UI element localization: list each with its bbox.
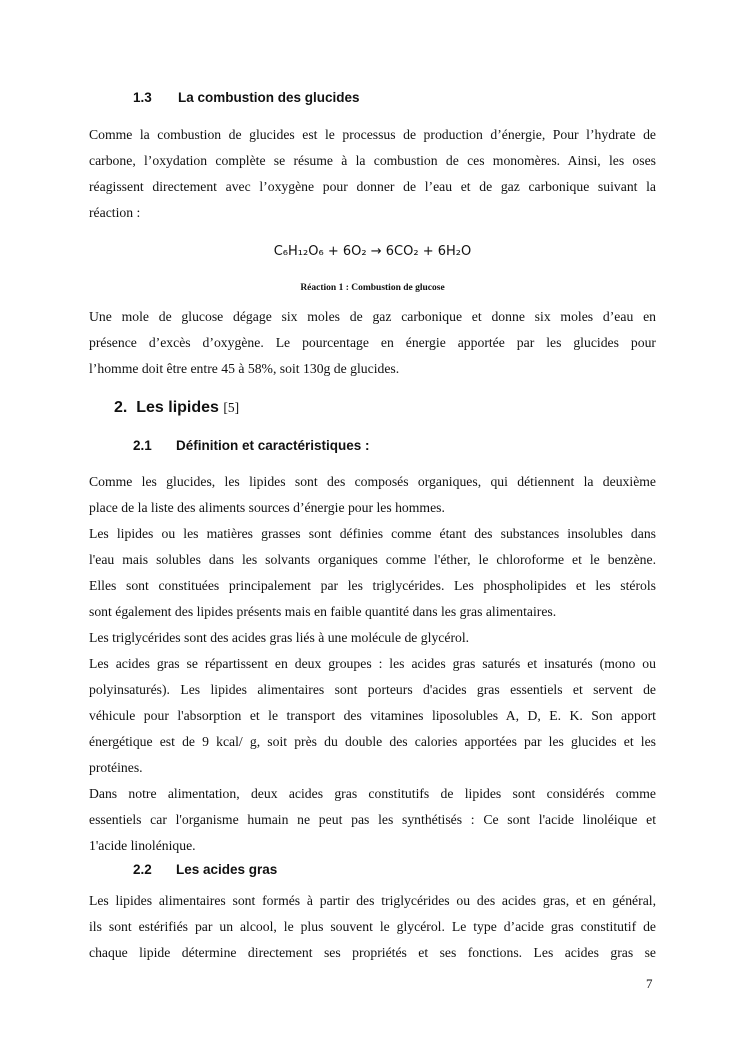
text-line: Comme la combustion de glucides est le processus de production d’énergie, Pour l’hydrate de: [89, 127, 656, 142]
text-line: protéines.: [89, 760, 143, 775]
equation-plus: +: [422, 244, 434, 259]
text-line: l'eau mais solubles dans les solvants organiques comme l'éther, le chloroforme et le benzène.: [89, 552, 656, 567]
equation-reactant-glucose: C₆H₁₂O₆: [273, 244, 324, 259]
text-line: Une mole de glucose dégage six moles de gaz carbonique et donne six moles d’eau en: [89, 309, 656, 324]
text-line: polyinsaturés). Les lipides alimentaires sont porteurs d'acides gras essentiels et servent de: [89, 682, 656, 697]
text-line: place de la liste des aliments sources d’énergie pour les hommes.: [89, 500, 445, 515]
text-line: Comme les glucides, les lipides sont des composés organiques, qui détiennent la deuxième: [89, 474, 656, 489]
equation-plus: +: [327, 244, 339, 259]
text-line: carbone, l’oxydation complète se résume à la combustion de ces monomères. Ainsi, les oses: [89, 153, 656, 168]
text-line: Les triglycérides sont des acides gras liés à une molécule de glycérol.: [89, 630, 470, 645]
page-number: 7: [646, 976, 653, 991]
text-line: énergétique est de 9 kcal/ g, soit près du double des calories apportées par les glucides et les: [89, 734, 656, 749]
text-line: 1'acide linolénique.: [89, 838, 196, 853]
equation-product-co2: 6CO₂: [385, 244, 419, 259]
text-line: chaque lipide détermine directement ses propriétés et ses fonctions. Les acides gras se: [89, 945, 656, 960]
paragraph-combustion: [89, 122, 656, 226]
section-title: Les acides gras: [176, 862, 278, 877]
text-line: Elles sont constituées principalement par les triglycérides. Les phospholipides et les stérols: [89, 578, 656, 593]
section-number: 2.: [114, 399, 128, 416]
text-line: réaction :: [89, 205, 141, 220]
text-line: essentiels car l'organisme humain ne peut pas les synthétisés : Ce sont l'acide linoléique et: [89, 812, 656, 827]
paragraph-lipides-definition: [89, 469, 656, 859]
equation-caption: Réaction 1 : Combustion de glucose: [300, 283, 445, 293]
section-heading-2: [114, 399, 239, 417]
section-number: 2.2: [133, 862, 152, 877]
text-line: réagissent directement avec l’oxygène pour donner de l’eau et de gaz carbonique suivant la: [89, 179, 656, 194]
text-line: ils sont estérifiés par un alcool, le plus souvent le glycérol. Le type d’acide gras constitutif de: [89, 919, 656, 934]
text-line: Dans notre alimentation, deux acides gras constitutifs de lipides sont considérés comme: [89, 786, 656, 801]
section-number: 2.1: [133, 438, 152, 453]
text-line: Les lipides alimentaires sont formés à partir des triglycérides ou des acides gras, et en général,: [89, 893, 656, 908]
equation-reactant-oxygen: 6O₂: [342, 244, 367, 259]
section-title: La combustion des glucides: [178, 90, 360, 105]
chemical-equation: [0, 244, 745, 259]
section-title: Définition et caractéristiques :: [176, 438, 370, 453]
equation-arrow: →: [370, 244, 382, 259]
text-line: sont également des lipides présents mais en faible quantité dans les gras alimentaires.: [89, 604, 557, 619]
equation-product-water: 6H₂O: [437, 244, 472, 259]
text-line: Les acides gras se répartissent en deux groupes : les acides gras saturés et insaturés (mono ou: [89, 656, 656, 671]
text-line: l’homme doit être entre 45 à 58%, soit 130g de glucides.: [89, 361, 400, 376]
paragraph-glucose-energy: [89, 304, 656, 382]
text-line: véhicule pour l'absorption et le transport des vitamines liposolubles A, D, E. K. Son apport: [89, 708, 656, 723]
citation-reference: [5]: [223, 400, 240, 415]
paragraph-acides-gras: [89, 888, 656, 966]
section-title: Les lipides: [136, 399, 219, 416]
section-number: 1.3: [133, 90, 152, 105]
text-line: présence d’excès d’oxygène. Le pourcentage en énergie apportée par les glucides pour: [89, 335, 656, 350]
text-line: Les lipides ou les matières grasses sont définies comme étant des substances insolubles dans: [89, 526, 656, 541]
